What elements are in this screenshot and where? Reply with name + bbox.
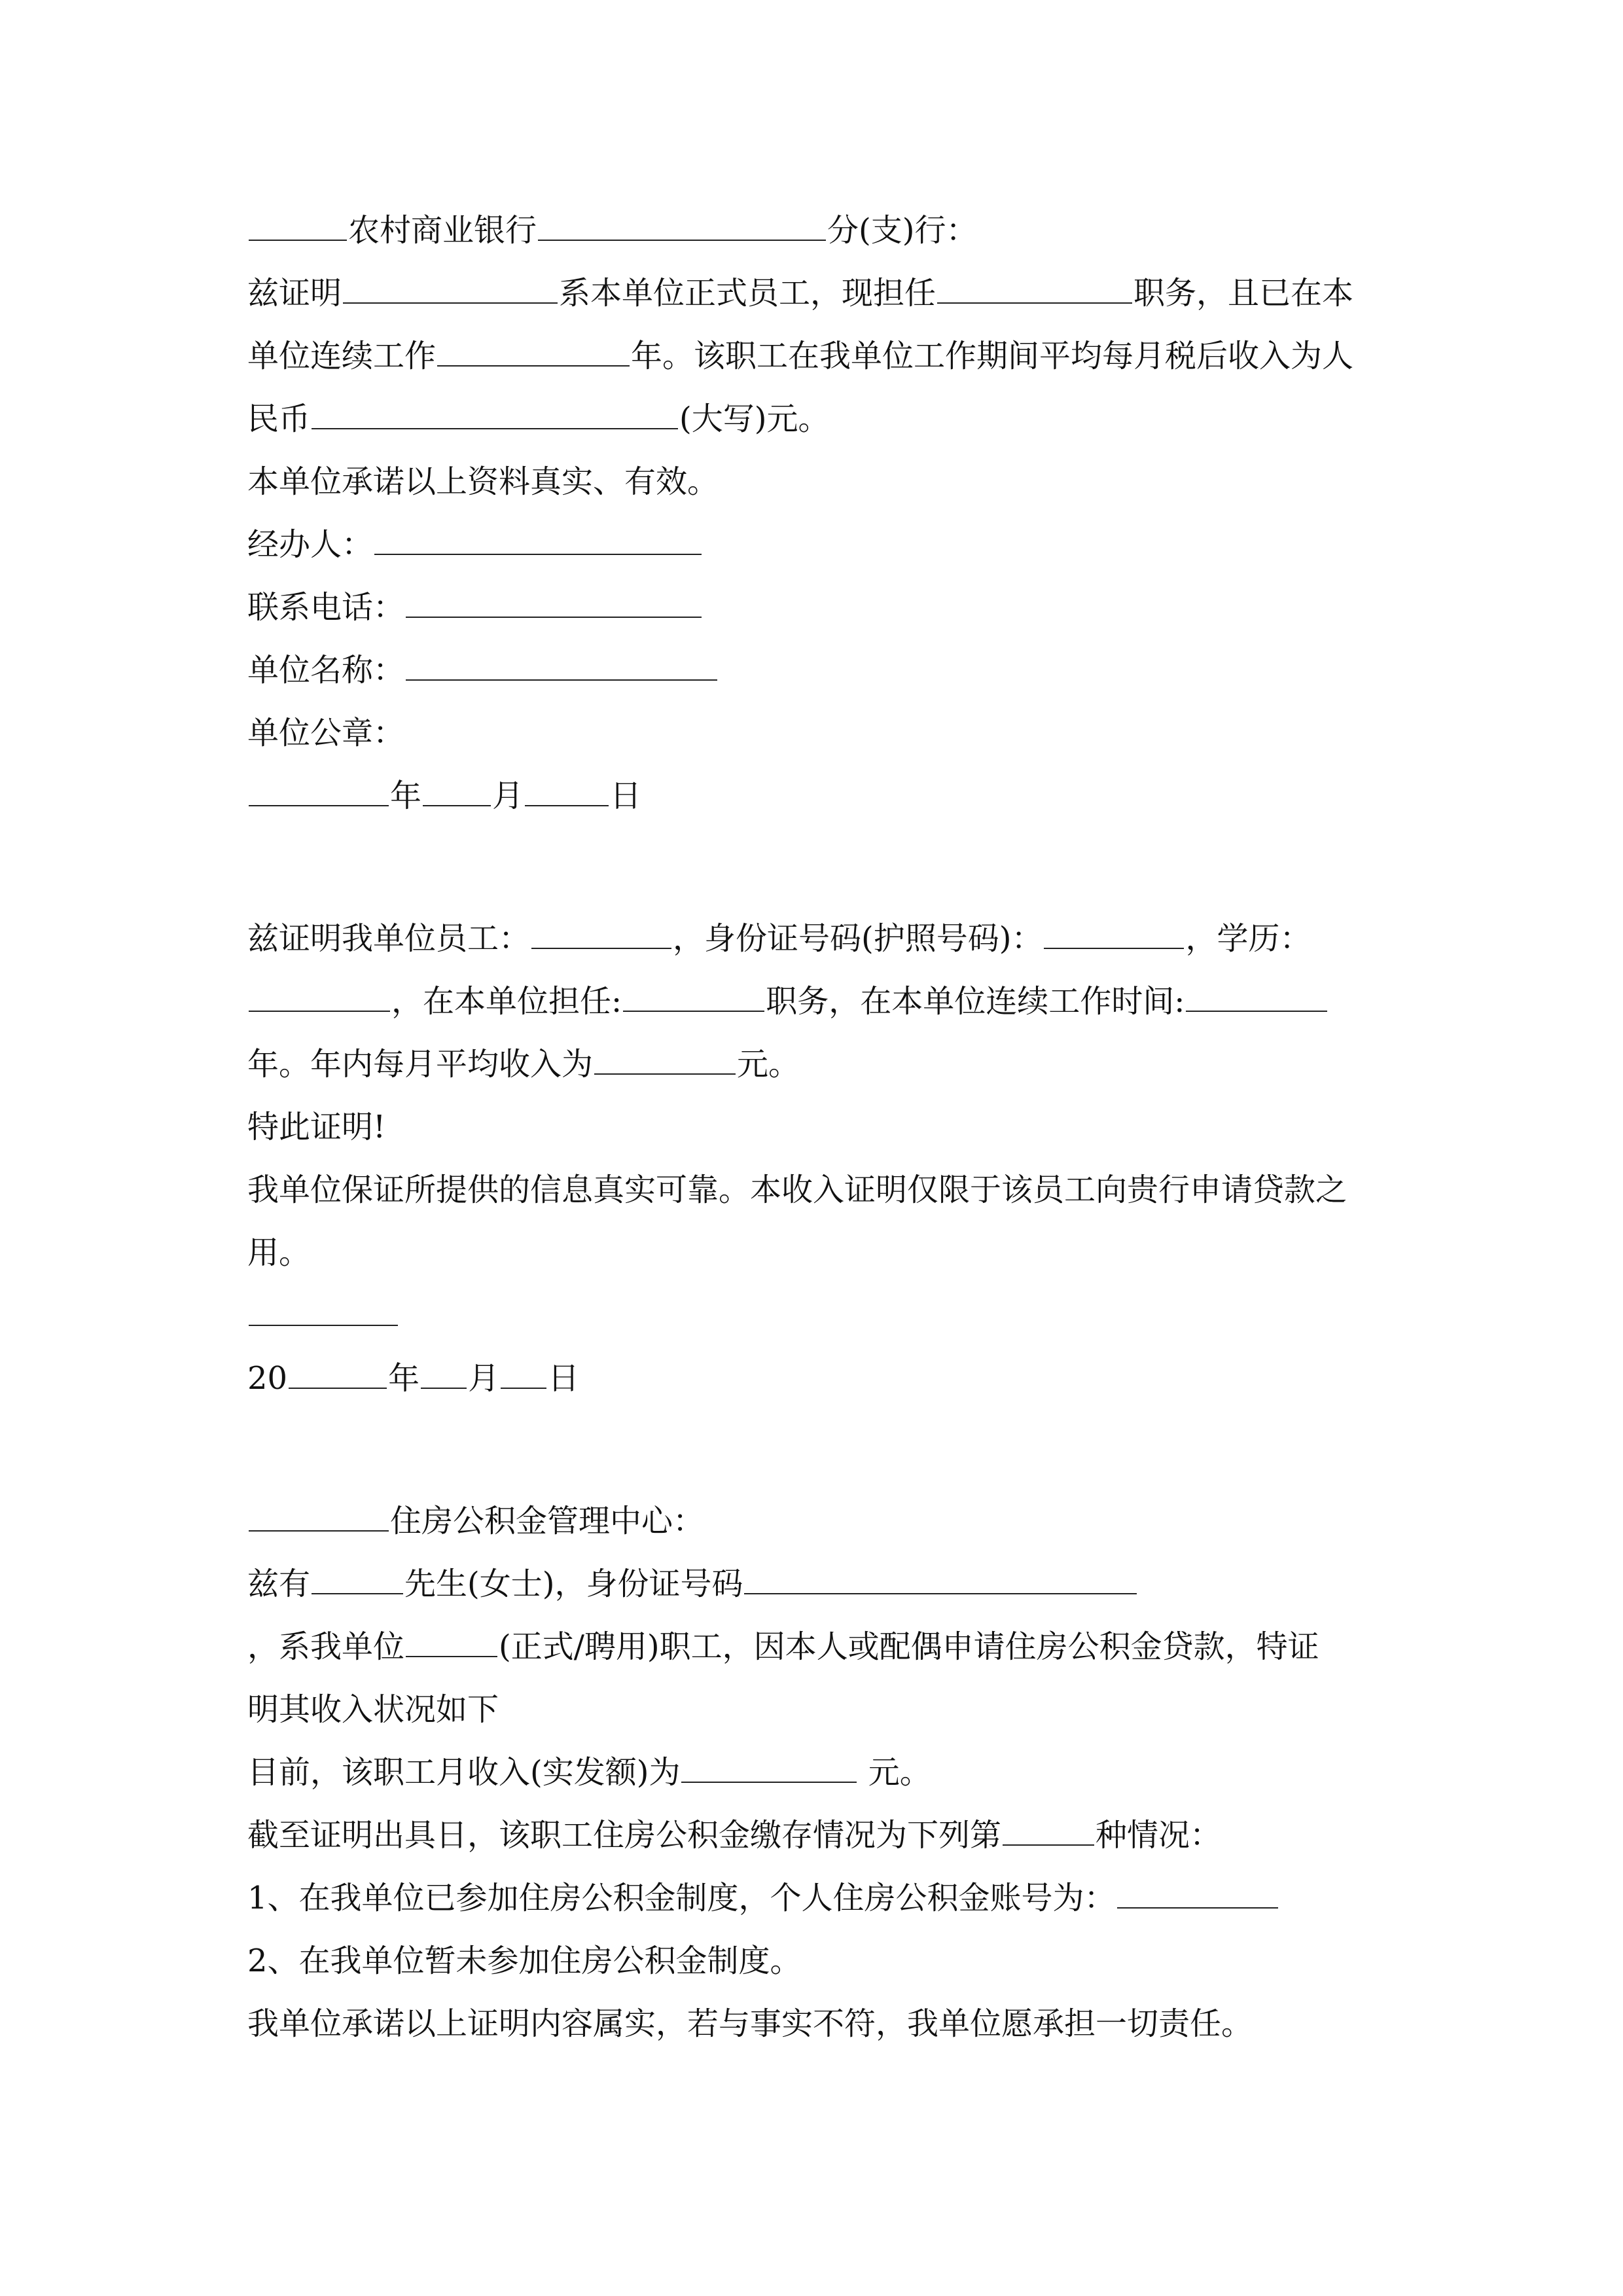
blank-bank-prefix[interactable] [249, 211, 347, 241]
blank-name[interactable] [312, 1564, 403, 1594]
s1-handler [247, 525, 703, 564]
s2-line3-a: 年。年内每月平均收入为 [247, 1046, 594, 1083]
s1-handler-label: 经办人： [247, 526, 374, 563]
s2-date-day: 日 [548, 1360, 580, 1397]
blank-center[interactable] [249, 1501, 389, 1532]
blank-net-income[interactable] [681, 1753, 857, 1783]
s1-unit-name-label: 单位名称： [247, 652, 405, 689]
s3-salutation [247, 1501, 704, 1541]
blank-post[interactable] [937, 274, 1132, 304]
s1-salutation-end: 分(支)行： [827, 212, 978, 249]
s1-line3 [247, 336, 1353, 376]
s2-line1-c: ，学历： [1185, 920, 1311, 957]
blank-signature[interactable] [249, 1296, 398, 1326]
s2-line3 [247, 1045, 800, 1084]
s1-seal: 单位公章： [247, 715, 405, 751]
blank-year2[interactable] [289, 1359, 387, 1389]
s1-phone [247, 588, 703, 627]
blank-day2[interactable] [501, 1359, 546, 1389]
s3-line2-b: (正式/聘用)职工，因本人或配偶申请住房公积金贷款，特证 [499, 1628, 1319, 1665]
s1-phone-label: 联系电话： [247, 589, 405, 626]
s2-line1-a: 兹证明我单位员工： [247, 920, 531, 957]
blank-branch[interactable] [538, 211, 826, 241]
s2-line1-b: ，身份证号码(护照号码)： [673, 920, 1043, 957]
s3-salutation-text: 住房公积金管理中心： [390, 1503, 705, 1539]
s3-line1 [247, 1564, 1138, 1604]
s3-line4 [247, 1753, 931, 1792]
s2-date-prefix: 20 [247, 1360, 288, 1397]
s2-guarantee-1: 我单位保证所提供的信息真实可靠。本收入证明仅限于该员工向贵行申请贷款之 [247, 1172, 1347, 1208]
s2-date-month: 月 [468, 1360, 500, 1397]
s3-option2: 2、在我单位暂未参加住房公积金制度。 [247, 1943, 802, 1979]
s1-promise: 本单位承诺以上资料真实、有效。 [247, 463, 719, 500]
s1-certify-post: 职务，且已在本 [1133, 275, 1354, 312]
blank-id-number[interactable] [1044, 919, 1184, 949]
s1-line3-suffix: 年。该职工在我单位工作期间平均每月税后收入为人 [631, 338, 1354, 374]
s1-salutation [247, 211, 977, 250]
s2-line2 [247, 982, 1329, 1021]
s3-line3: 明其收入状况如下 [247, 1691, 499, 1728]
s1-line3-prefix: 单位连续工作 [247, 338, 437, 374]
s3-line5 [247, 1816, 1221, 1855]
s3-line2 [247, 1627, 1319, 1666]
s1-line4-suffix: (大写)元。 [679, 401, 830, 437]
s1-date-year: 年 [390, 778, 422, 814]
s2-date-year: 年 [388, 1360, 420, 1397]
blank-year[interactable] [249, 776, 389, 806]
blank-day[interactable] [525, 776, 609, 806]
blank-employment-type[interactable] [406, 1627, 497, 1657]
blank-education[interactable] [249, 982, 390, 1012]
s2-signature [247, 1296, 399, 1335]
blank-employee[interactable] [531, 919, 671, 949]
blank-month[interactable] [423, 776, 491, 806]
s1-line4-prefix: 民币 [247, 401, 311, 437]
s2-guarantee-2: 用。 [247, 1234, 311, 1271]
blank-employee-name[interactable] [343, 274, 558, 304]
s1-line4 [247, 399, 829, 439]
blank-case-number[interactable] [1003, 1816, 1094, 1846]
blank-work-time[interactable] [1186, 982, 1327, 1012]
s1-bank-label: 农村商业银行 [348, 212, 537, 249]
s3-promise: 我单位承诺以上证明内容属实，若与事实不符，我单位愿承担一切责任。 [247, 2005, 1253, 2042]
s1-certify-staff: 系本单位正式员工，现担任 [559, 275, 936, 312]
s1-date-month: 月 [492, 778, 524, 814]
s3-option1-text: 1、在我单位已参加住房公积金制度，个人住房公积金账号为： [247, 1880, 1116, 1916]
s2-line1 [247, 919, 1311, 958]
s1-certify-prefix: 兹证明 [247, 275, 342, 312]
s3-line5-b: 种情况： [1096, 1817, 1222, 1854]
blank-handler[interactable] [374, 525, 702, 555]
s1-unit-name [247, 651, 719, 690]
s3-line5-a: 截至证明出具日，该职工住房公积金缴存情况为下列第 [247, 1817, 1002, 1854]
blank-position[interactable] [623, 982, 764, 1012]
s1-date-day: 日 [610, 778, 642, 814]
blank-unit-name[interactable] [406, 651, 717, 681]
s2-special: 特此证明! [247, 1109, 386, 1145]
s2-line3-b: 元。 [737, 1046, 800, 1083]
blank-years[interactable] [437, 336, 630, 367]
s3-option1 [247, 1878, 1279, 1918]
blank-phone[interactable] [406, 588, 702, 618]
s1-certify-line [247, 274, 1353, 313]
s2-date [247, 1359, 579, 1398]
s2-line2-b: 职务，在本单位连续工作时间: [766, 983, 1185, 1020]
s3-line2-a: ，系我单位 [247, 1628, 405, 1665]
blank-month2[interactable] [421, 1359, 467, 1389]
blank-monthly-income[interactable] [594, 1045, 736, 1075]
blank-fund-account[interactable] [1117, 1878, 1278, 1909]
s1-date [247, 776, 641, 816]
s3-line4-b: 元。 [858, 1754, 931, 1791]
s2-line2-a: ，在本单位担任: [391, 983, 622, 1020]
blank-amount-capital[interactable] [312, 399, 678, 429]
s3-line1-b: 先生(女士)，身份证号码 [404, 1566, 743, 1602]
blank-id[interactable] [744, 1564, 1137, 1594]
s3-line4-a: 目前，该职工月收入(实发额)为 [247, 1754, 681, 1791]
s3-line1-a: 兹有 [247, 1566, 311, 1602]
